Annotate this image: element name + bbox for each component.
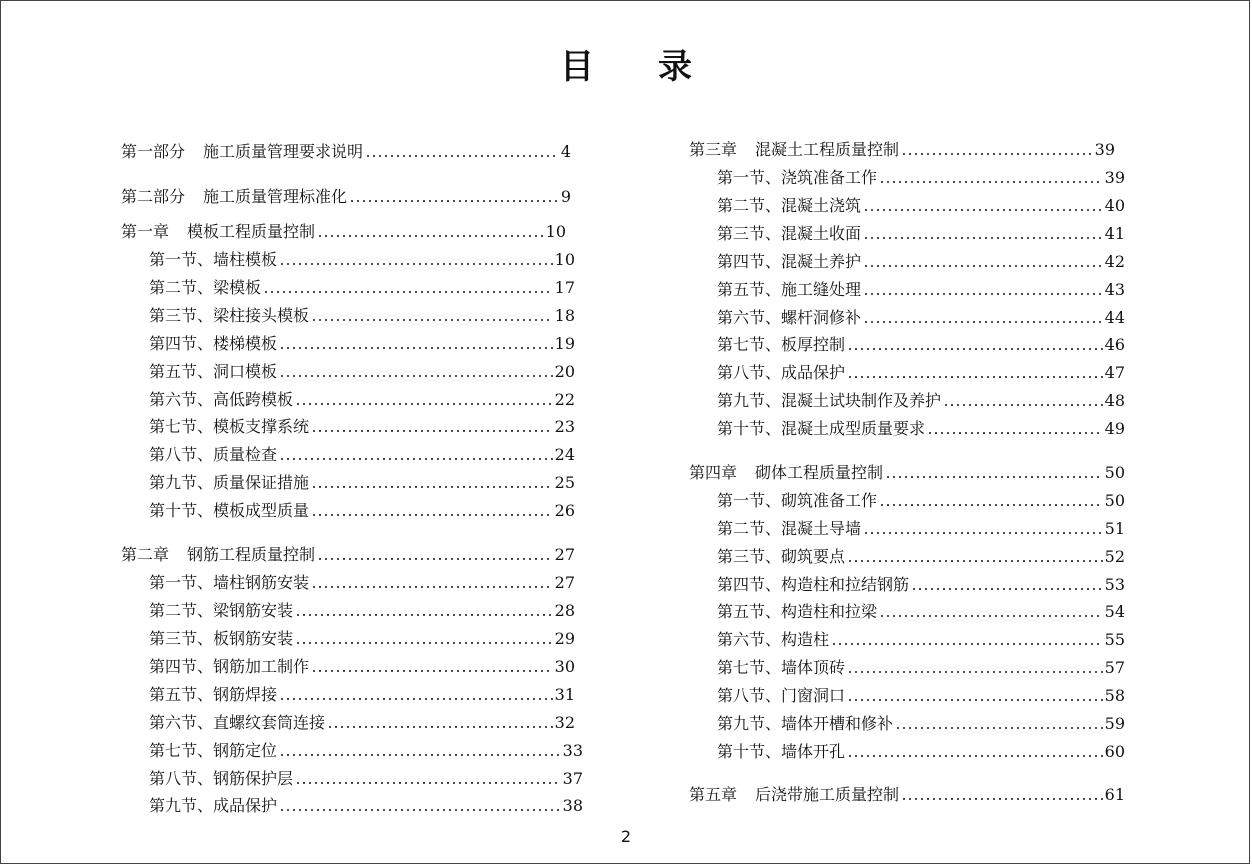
dot-leader (295, 781, 561, 785)
dot-leader (327, 725, 553, 729)
toc-entry-label: 第一节、 (717, 491, 782, 510)
toc-entry-title (149, 740, 277, 762)
toc-entry[interactable] (149, 303, 575, 327)
toc-entry-label: 第二节、 (149, 278, 214, 297)
title-char-2: 录 (658, 47, 692, 87)
toc-entry-title (717, 223, 861, 245)
toc-entry[interactable] (149, 470, 575, 494)
toc-entry-title (717, 546, 845, 568)
toc-entry-label: 第四章 (689, 463, 738, 482)
toc-entry-text: 混凝土成型质量要求 (781, 419, 926, 438)
toc-entry-text: 混凝土收面 (781, 224, 862, 243)
toc-entry-label: 第七节、 (149, 417, 214, 436)
dot-leader (847, 375, 1103, 379)
dot-leader (895, 726, 1103, 730)
toc-entry-label: 第三章 (689, 140, 738, 159)
toc-entry-page: 4 (560, 142, 571, 161)
toc-entry-page: 41 (1104, 224, 1125, 243)
page-number: 2 (620, 827, 632, 846)
toc-entry-label: 第四节、 (717, 575, 782, 594)
toc-entry-page: 10 (545, 222, 566, 241)
toc-entry-text: 钢筋工程质量控制 (187, 545, 316, 564)
toc-entry-page: 10 (554, 250, 575, 269)
toc-entry[interactable] (689, 460, 1125, 484)
toc-entry-text: 砌筑准备工作 (781, 491, 878, 510)
toc-entry-text: 后浇带施工质量控制 (755, 785, 900, 804)
toc-entry-title (689, 462, 883, 484)
toc-entry-title (149, 444, 277, 466)
toc-entry-text: 板钢筋安装 (213, 629, 294, 648)
toc-entry-title (121, 221, 315, 243)
toc-entry-label: 第六节、 (717, 630, 782, 649)
toc-entry-text: 洞口模板 (213, 362, 278, 381)
toc-entry-label: 第三节、 (149, 306, 214, 325)
toc-entry-label: 第二章 (121, 545, 170, 564)
toc-entry-text: 混凝土导墙 (781, 519, 862, 538)
toc-entry-text: 质量检查 (213, 445, 278, 464)
toc-entry-title (717, 334, 845, 356)
toc-entry-text: 浇筑准备工作 (781, 168, 878, 187)
toc-entry-title (689, 784, 899, 806)
toc-entry-text: 钢筋焊接 (213, 685, 278, 704)
toc-entry-page: 47 (1104, 363, 1125, 382)
toc-entry-page: 19 (554, 334, 575, 353)
toc-entry-page: 9 (560, 187, 571, 206)
toc-entry-label: 第七节、 (717, 335, 782, 354)
toc-entry-title (149, 305, 309, 327)
dot-leader (863, 236, 1103, 240)
toc-entry-title (717, 279, 861, 301)
toc-entry-title (717, 362, 845, 384)
toc-entry-text: 墙体开孔 (781, 742, 846, 761)
dot-leader (879, 180, 1103, 184)
dot-leader (831, 642, 1103, 646)
toc-entry-title (717, 490, 877, 512)
dot-leader (311, 513, 553, 517)
toc-entry-title (149, 416, 309, 438)
toc-entry-text: 混凝土浇筑 (781, 196, 862, 215)
toc-entry-label: 第六节、 (149, 390, 214, 409)
toc-entry-page: 40 (1104, 196, 1125, 215)
toc-entry[interactable] (717, 416, 1125, 440)
toc-entry-title (149, 333, 277, 355)
toc-entry-page: 58 (1104, 686, 1125, 705)
toc-entry[interactable] (717, 599, 1125, 623)
toc-entry-page: 44 (1104, 308, 1125, 327)
dot-leader (927, 431, 1103, 435)
toc-entry-page: 26 (554, 501, 575, 520)
dot-leader (911, 587, 1103, 591)
toc-entry-page: 51 (1104, 519, 1125, 538)
toc-entry-title (121, 544, 315, 566)
toc-entry-title (717, 167, 877, 189)
toc-entry[interactable] (149, 766, 583, 790)
toc-entry[interactable] (149, 598, 575, 622)
toc-entry-label: 第八节、 (149, 445, 214, 464)
dot-leader (279, 753, 561, 757)
dot-leader (863, 531, 1103, 535)
toc-entry-text: 直螺纹套筒连接 (213, 713, 326, 732)
toc-entry-title (717, 685, 845, 707)
toc-entry-page: 48 (1104, 391, 1125, 410)
toc-entry[interactable] (717, 165, 1125, 189)
toc-entry-text: 成品保护 (781, 363, 846, 382)
toc-entry-label: 第一节、 (149, 250, 214, 269)
toc-entry[interactable] (717, 683, 1125, 707)
dot-leader (943, 403, 1103, 407)
toc-entry-text: 墙体开槽和修补 (781, 714, 894, 733)
page-title (1, 39, 1251, 88)
toc-entry[interactable] (717, 627, 1125, 651)
toc-entry[interactable] (717, 360, 1125, 384)
dot-leader (847, 347, 1103, 351)
toc-entry[interactable] (149, 247, 575, 271)
toc-entry-page: 29 (554, 629, 575, 648)
toc-entry-text: 构造柱 (781, 630, 830, 649)
toc-entry-label: 第四节、 (149, 334, 214, 353)
toc-entry-text: 梁模板 (213, 278, 262, 297)
dot-leader (863, 208, 1103, 212)
dot-leader (879, 614, 1103, 618)
toc-entry-page: 30 (554, 657, 575, 676)
toc-entry-text: 楼梯模板 (213, 334, 278, 353)
toc-entry-page: 23 (554, 417, 575, 436)
toc-entry-title (717, 713, 893, 735)
toc-entry-page: 39 (1104, 168, 1125, 187)
toc-entry-title (717, 195, 861, 217)
toc-entry-page: 18 (554, 306, 575, 325)
toc-entry-page: 22 (554, 390, 575, 409)
toc-entry-text: 墙柱钢筋安装 (213, 573, 310, 592)
toc-entry-label: 第十节、 (717, 742, 782, 761)
toc-entry-page: 31 (554, 685, 575, 704)
toc-entry-text: 门窗洞口 (781, 686, 846, 705)
dot-leader (847, 754, 1103, 758)
toc-entry[interactable] (717, 277, 1125, 301)
toc-entry-title (149, 389, 293, 411)
dot-leader (863, 292, 1103, 296)
toc-entry-page: 32 (554, 713, 575, 732)
dot-leader (279, 808, 561, 812)
toc-entry-label: 第十节、 (149, 501, 214, 520)
toc-entry-label: 第三节、 (717, 547, 782, 566)
toc-entry-label: 第五节、 (149, 685, 214, 704)
toc-entry[interactable] (121, 139, 571, 163)
dot-leader (311, 485, 553, 489)
toc-entry-title (149, 768, 293, 790)
toc-entry[interactable] (121, 219, 566, 243)
toc-entry-label: 第九节、 (717, 391, 782, 410)
toc-entry[interactable] (149, 359, 575, 383)
toc-entry-text: 砌体工程质量控制 (755, 463, 884, 482)
toc-entry[interactable] (149, 275, 575, 299)
toc-entry-page: 50 (1104, 491, 1125, 510)
dot-leader (863, 264, 1103, 268)
toc-entry[interactable] (149, 570, 575, 594)
dot-leader (263, 290, 553, 294)
toc-entry-text: 梁柱接头模板 (213, 306, 310, 325)
toc-entry[interactable] (717, 305, 1125, 329)
toc-entry[interactable] (121, 184, 571, 208)
toc-entry-title (717, 574, 909, 596)
toc-entry-title (689, 139, 899, 161)
toc-entry-page: 37 (562, 769, 583, 788)
toc-entry-label: 第一节、 (717, 168, 782, 187)
toc-entry[interactable] (689, 137, 1115, 161)
toc-entry-title (717, 657, 845, 679)
dot-leader (885, 475, 1103, 479)
toc-entry-title (121, 186, 347, 208)
toc-entry-page: 59 (1104, 714, 1125, 733)
toc-entry-title (149, 472, 309, 494)
dot-leader (901, 152, 1093, 156)
toc-entry-page: 25 (554, 473, 575, 492)
toc-entry-title (717, 601, 877, 623)
toc-entry[interactable] (149, 414, 575, 438)
toc-entry-label: 第二节、 (149, 601, 214, 620)
toc-entry-page: 33 (562, 741, 583, 760)
toc-entry-title (149, 628, 293, 650)
dot-leader (863, 320, 1103, 324)
toc-entry-page: 49 (1104, 419, 1125, 438)
toc-entry-page: 50 (1104, 463, 1125, 482)
toc-entry-label: 第七节、 (717, 658, 782, 677)
toc-entry-page: 24 (554, 445, 575, 464)
dot-leader (317, 557, 553, 561)
dot-leader (847, 698, 1103, 702)
toc-entry-title (717, 307, 861, 329)
toc-entry-text: 模板成型质量 (213, 501, 310, 520)
toc-entry-title (717, 629, 829, 651)
toc-entry-title (149, 277, 261, 299)
toc-entry-page: 54 (1104, 602, 1125, 621)
toc-entry[interactable] (717, 711, 1125, 735)
toc-entry-text: 砌筑要点 (781, 547, 846, 566)
dot-leader (847, 559, 1103, 563)
toc-entry-text: 构造柱和拉结钢筋 (781, 575, 910, 594)
title-char-1: 目 (560, 47, 594, 87)
toc-entry-page: 42 (1104, 252, 1125, 271)
toc-entry-page: 61 (1104, 785, 1125, 804)
toc-entry-title (149, 684, 277, 706)
toc-entry[interactable] (149, 710, 575, 734)
toc-entry-label: 第十节、 (717, 419, 782, 438)
toc-entry-label: 第八节、 (149, 769, 214, 788)
toc-entry[interactable] (149, 442, 575, 466)
toc-entry[interactable] (149, 498, 575, 522)
toc-entry-title (717, 518, 861, 540)
toc-entry-title (149, 572, 309, 594)
toc-entry[interactable] (717, 488, 1125, 512)
dot-leader (317, 234, 544, 238)
toc-entry-label: 第三节、 (149, 629, 214, 648)
toc-entry-page: 52 (1104, 547, 1125, 566)
toc-entry-label: 第九节、 (149, 796, 214, 815)
dot-leader (295, 402, 553, 406)
toc-entry[interactable] (717, 544, 1125, 568)
dot-leader (879, 503, 1103, 507)
toc-entry-page: 20 (554, 362, 575, 381)
toc-entry-label: 第六节、 (149, 713, 214, 732)
toc-entry-title (149, 500, 309, 522)
dot-leader (349, 199, 559, 203)
toc-entry[interactable] (149, 738, 583, 762)
toc-entry[interactable] (149, 387, 575, 411)
dot-leader (365, 154, 559, 158)
toc-entry-text: 钢筋保护层 (213, 769, 294, 788)
toc-entry-title (149, 249, 277, 271)
dot-leader (279, 262, 553, 266)
toc-entry-title (149, 795, 277, 817)
toc-entry-page: 27 (554, 573, 575, 592)
toc-entry-text: 钢筋定位 (213, 741, 278, 760)
toc-entry-text: 混凝土养护 (781, 252, 862, 271)
toc-entry-label: 第五章 (689, 785, 738, 804)
toc-entry-text: 构造柱和拉梁 (781, 602, 878, 621)
toc-entry-title (149, 600, 293, 622)
toc-entry-title (717, 251, 861, 273)
toc-entry-title (717, 390, 941, 412)
toc-entry-title (717, 741, 845, 763)
toc-entry-page: 28 (554, 601, 575, 620)
toc-entry-page: 38 (562, 796, 583, 815)
toc-entry[interactable] (717, 332, 1125, 356)
toc-entry[interactable] (149, 654, 575, 678)
toc-entry[interactable] (717, 388, 1125, 412)
toc-entry-page: 43 (1104, 280, 1125, 299)
toc-entry-text: 墙柱模板 (213, 250, 278, 269)
toc-entry-label: 第二节、 (717, 196, 782, 215)
toc-entry-label: 第一节、 (149, 573, 214, 592)
toc-entry-text: 混凝土工程质量控制 (755, 140, 900, 159)
toc-entry[interactable] (149, 331, 575, 355)
toc-entry-page: 53 (1104, 575, 1125, 594)
toc-entry-page: 60 (1104, 742, 1125, 761)
toc-entry-label: 第一章 (121, 222, 170, 241)
dot-leader (295, 613, 553, 617)
toc-entry-text: 施工质量管理标准化 (203, 187, 348, 206)
toc-entry-text: 成品保护 (213, 796, 278, 815)
dot-leader (279, 457, 553, 461)
toc-entry-page: 46 (1104, 335, 1125, 354)
dot-leader (279, 374, 553, 378)
toc-entry-text: 质量保证措施 (213, 473, 310, 492)
dot-leader (901, 797, 1103, 801)
toc-entry-text: 模板支撑系统 (213, 417, 310, 436)
toc-entry-label: 第五节、 (717, 602, 782, 621)
toc-entry[interactable] (717, 655, 1125, 679)
toc-entry-text: 模板工程质量控制 (187, 222, 316, 241)
toc-entry-page: 57 (1104, 658, 1125, 677)
toc-entry-text: 墙体顶砖 (781, 658, 846, 677)
toc-entry[interactable] (717, 193, 1125, 217)
dot-leader (311, 585, 553, 589)
dot-leader (311, 429, 553, 433)
dot-leader (311, 669, 553, 673)
toc-entry-page: 17 (554, 278, 575, 297)
toc-entry-page: 27 (554, 545, 575, 564)
toc-entry-title (717, 418, 925, 440)
toc-entry-label: 第九节、 (149, 473, 214, 492)
toc-entry-label: 第三节、 (717, 224, 782, 243)
toc-entry-label: 第八节、 (717, 363, 782, 382)
toc-entry-label: 第九节、 (717, 714, 782, 733)
toc-entry-text: 高低跨模板 (213, 390, 294, 409)
toc-entry-label: 第七节、 (149, 741, 214, 760)
toc-entry-label: 第一部分 (121, 142, 186, 161)
toc-entry-text: 板厚控制 (781, 335, 846, 354)
toc-entry-title (149, 712, 325, 734)
toc-entry-label: 第二节、 (717, 519, 782, 538)
toc-entry-title (149, 656, 309, 678)
toc-entry[interactable] (121, 542, 575, 566)
toc-entry[interactable] (149, 626, 575, 650)
toc-entry-title (121, 141, 363, 163)
toc-entry[interactable] (689, 782, 1125, 806)
toc-entry-text: 螺杆洞修补 (781, 308, 862, 327)
toc-entry-text: 施工质量管理要求说明 (203, 142, 364, 161)
dot-leader (311, 318, 553, 322)
toc-entry-title (149, 361, 277, 383)
toc-entry-text: 梁钢筋安装 (213, 601, 294, 620)
toc-entry-page: 55 (1104, 630, 1125, 649)
toc-entry-label: 第六节、 (717, 308, 782, 327)
toc-entry[interactable] (717, 221, 1125, 245)
dot-leader (847, 670, 1103, 674)
toc-entry[interactable] (149, 793, 583, 817)
toc-entry-label: 第二部分 (121, 187, 186, 206)
toc-entry-label: 第四节、 (717, 252, 782, 271)
toc-entry[interactable] (149, 682, 575, 706)
toc-entry-label: 第八节、 (717, 686, 782, 705)
toc-entry-text: 施工缝处理 (781, 280, 862, 299)
toc-entry[interactable] (717, 739, 1125, 763)
toc-entry[interactable] (717, 572, 1125, 596)
dot-leader (279, 697, 553, 701)
toc-entry-page: 39 (1094, 140, 1115, 159)
toc-entry-text: 钢筋加工制作 (213, 657, 310, 676)
toc-entry-label: 第四节、 (149, 657, 214, 676)
toc-entry-text: 混凝土试块制作及养护 (781, 391, 942, 410)
toc-entry[interactable] (717, 249, 1125, 273)
toc-entry-label: 第五节、 (717, 280, 782, 299)
dot-leader (279, 346, 553, 350)
dot-leader (295, 641, 553, 645)
toc-entry-label: 第五节、 (149, 362, 214, 381)
toc-entry[interactable] (717, 516, 1125, 540)
